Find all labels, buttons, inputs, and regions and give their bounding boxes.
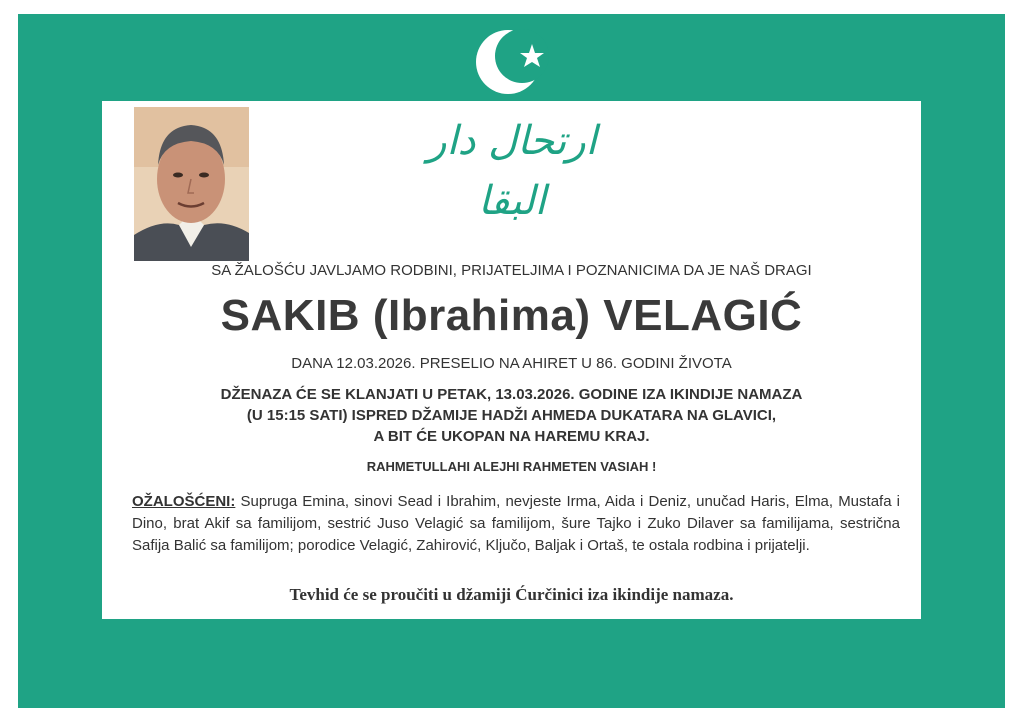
funeral-line: A BIT ĆE UKOPAN NA HAREMU KRAJ. <box>373 428 650 445</box>
portrait-photo <box>134 107 249 261</box>
funeral-info <box>102 384 921 447</box>
intro-text: SA ŽALOŠĆU JAVLJAMO RODBINI, PRIJATELJIMA I POZNANICIMA DA JE NAŠ DRAGI <box>211 262 812 279</box>
deceased-name <box>102 291 921 341</box>
deceased-first-name: SAKIB <box>220 291 361 340</box>
notice-panel <box>102 101 921 619</box>
prayer-text: RAHMETULLAHI ALEJHI RAHMETEN VASIAH ! <box>366 459 657 474</box>
mourners-text: Supruga Emina, sinovi Sead i Ibrahim, nevjeste Irma, Aida i Deniz, unučad Haris, Elma, Mustafa i Dino, brat Akif sa familijom, sestrić Juso Velagić sa familijom, šure Tajko i Zuko Dilaver sa familijama, sestrična Safija Balić sa familijom; porodice Velagić, Zahirović, Ključo, Baljak i Ortaš, te ostala rodbina i prijatelji. <box>132 493 900 554</box>
arabic-heading: ارتحال دار البقا <box>427 118 597 224</box>
tevhid-text: Tevhid će se proučiti u džamiji Ćurčinici iza ikindije namaza. <box>289 585 734 604</box>
death-notice: DANA 12.03.2026. PRESELIO NA AHIRET U 86. GODINI ŽIVOTA <box>291 355 732 372</box>
funeral-line: (U 15:15 SATI) ISPRED DŽAMIJE HADŽI AHMEDA DUKATARA NA GLAVICI, <box>246 407 777 424</box>
crescent-star-icon <box>470 22 560 102</box>
deceased-last-name: VELAGIĆ <box>603 291 803 340</box>
funeral-line: DŽENAZA ĆE SE KLANJATI U PETAK, 13.03.2026. GODINE IZA IKINDIJE NAMAZA <box>220 386 803 403</box>
mourners-label: OŽALOŠĆENI: <box>132 493 236 510</box>
deceased-parent-name: (Ibrahima) <box>372 291 591 340</box>
mourners-paragraph <box>132 491 900 557</box>
